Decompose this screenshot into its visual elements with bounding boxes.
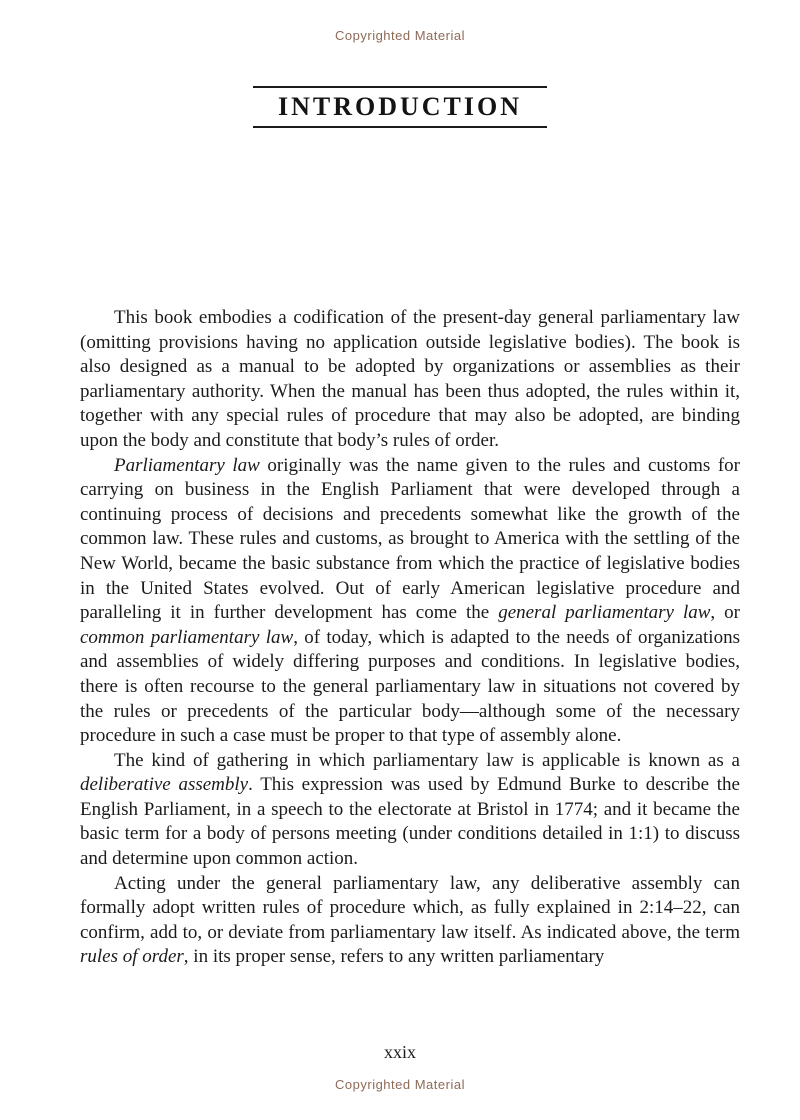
copyright-notice-top: Copyrighted Material	[335, 28, 465, 43]
copyright-notice-bottom: Copyrighted Material	[335, 1077, 465, 1092]
title-rule-bottom	[253, 126, 547, 128]
page-number: xxix	[383, 1042, 416, 1062]
title-rule-top	[253, 86, 547, 88]
title-block	[0, 86, 800, 128]
paragraph-2: Parliamentary law originally was the name given to the rules and customs for carrying on business in the English Parliament that were developed through a continuing process of decisions and precedents somewhat like the growth of the common law. These rules and customs, as brought to America with the settling of the New World, became the basic substance from which the practice of legislative bodies in the United States evolved. Out of early American legislative procedure and paralleling it in further development has come the general parliamentary law, or common parliamentary law, of today, which is adapted to the needs of organizations and assemblies of widely differing purposes and conditions. In legislative bodies, there is often recourse to the general parliamentary law in situations not covered by the rules or precedents of the particular body—although some of the necessary procedure in such a case must be proper to that type of assembly alone.	[80, 454, 741, 747]
body-text	[80, 306, 740, 970]
paragraph-3: The kind of gathering in which parliamentary law is applicable is known as a deliberative assembly. This expression was used by Edmund Burke to describe the English Parliament, in a speech to the electorate at Bristol in 1774; and it became the basic term for a body of persons meeting (under conditions detailed in 1:1) to discuss and determine upon common action.	[80, 749, 740, 870]
paragraph-1: This book embodies a codification of the present-day general parliamentary law (omitting provisions having no application outside legislative bodies). The book is also designed as a manual to be adopted by organizations or assemblies as their parliamentary authority. When the manual has been thus adopted, the rules within it, together with any special rules of procedure that may also be adopted, are binding upon the body and constitute that body’s rules of order.	[80, 307, 740, 451]
page-title: INTRODUCTION	[277, 92, 523, 121]
paragraph-4: Acting under the general parliamentary law, any deliberative assembly can formally adopt written rules of procedure which, as fully explained in 2:14–22, can confirm, add to, or deviate from parliamentary law itself. As indicated above, the term rules of order, in its proper sense, refers to any written parliamentary	[80, 872, 740, 968]
